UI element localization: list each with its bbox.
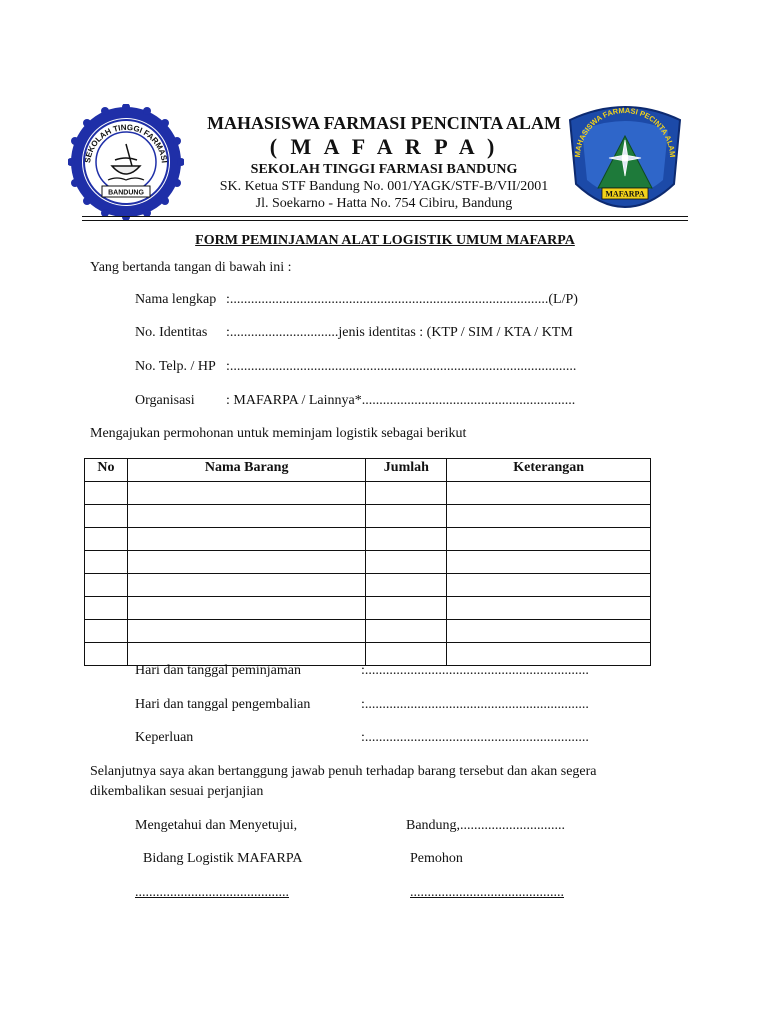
cell-notes[interactable] xyxy=(447,505,651,528)
table-row xyxy=(85,551,651,574)
field-label-org: Organisasi xyxy=(135,393,195,408)
org-address: Jl. Soekarno - Hatta No. 754 Cibiru, Bandung xyxy=(255,196,513,211)
table-row xyxy=(85,574,651,597)
cell-quantity[interactable] xyxy=(366,528,447,551)
cell-notes[interactable] xyxy=(447,528,651,551)
cell-quantity[interactable] xyxy=(366,574,447,597)
request-text: Mengajukan permohonan untuk meminjam logistik sebagai berikut xyxy=(90,426,467,441)
col-header-item-name: Nama Barang xyxy=(127,459,365,482)
field-label-id: No. Identitas xyxy=(135,325,208,340)
signature-line-logistics[interactable]: ............................................ xyxy=(135,885,289,900)
header-rule-thin xyxy=(82,220,688,221)
table-row xyxy=(85,505,651,528)
table-row xyxy=(85,482,651,505)
cell-quantity[interactable] xyxy=(366,551,447,574)
table-row xyxy=(85,620,651,643)
field-value-org[interactable]: : MAFARPA / Lainnya*............................................................. xyxy=(226,393,576,408)
logo-right-bottom: MAFARPA xyxy=(605,189,645,199)
school-name: SEKOLAH TINGGI FARMASI BANDUNG xyxy=(250,162,518,177)
statement-line-1: Selanjutnya saya akan bertanggung jawab penuh terhadap barang tersebut dan akan segera xyxy=(90,764,597,779)
cell-notes[interactable] xyxy=(447,551,651,574)
cell-quantity[interactable] xyxy=(366,597,447,620)
loan-label-purpose: Keperluan xyxy=(135,730,194,745)
cell-quantity[interactable] xyxy=(366,620,447,643)
mafarpa-logo xyxy=(564,100,686,218)
cell-no[interactable] xyxy=(85,643,128,666)
field-value-id[interactable]: :...............................jenis identitas : (KTP / SIM / KTA / KTM xyxy=(226,325,573,340)
cell-no[interactable] xyxy=(85,574,128,597)
col-header-no: No xyxy=(85,459,128,482)
loan-value-purpose[interactable]: :................................................................ xyxy=(361,730,589,745)
cell-item-name[interactable] xyxy=(127,620,365,643)
sign-role-logistics: Bidang Logistik MAFARPA xyxy=(143,851,303,866)
sign-approval-label: Mengetahui dan Menyetujui, xyxy=(135,818,298,833)
table-header-row xyxy=(85,459,651,482)
field-value-phone[interactable]: :................................................................................................... xyxy=(226,359,577,374)
field-value-name[interactable]: :...........................................................................................(L/P) xyxy=(226,292,578,307)
loan-label-return-date: Hari dan tanggal pengembalian xyxy=(135,697,311,712)
table-row xyxy=(85,597,651,620)
table-row xyxy=(85,528,651,551)
table-body xyxy=(85,482,651,666)
cell-notes[interactable] xyxy=(447,482,651,505)
cell-notes[interactable] xyxy=(447,574,651,597)
loan-label-borrow-date: Hari dan tanggal peminjaman xyxy=(135,663,301,678)
cell-notes[interactable] xyxy=(447,597,651,620)
cell-no[interactable] xyxy=(85,482,128,505)
statement-line-2: dikembalikan sesuai perjanjian xyxy=(90,784,264,799)
sign-place-date[interactable]: Bandung,.............................. xyxy=(406,818,566,833)
loan-value-return-date[interactable]: :................................................................ xyxy=(361,697,589,712)
org-name: MAHASISWA FARMASI PENCINTA ALAM xyxy=(207,113,561,133)
cell-item-name[interactable] xyxy=(127,482,365,505)
loan-value-borrow-date[interactable]: :................................................................ xyxy=(361,663,589,678)
cell-item-name[interactable] xyxy=(127,551,365,574)
stf-bandung-logo xyxy=(68,104,184,220)
cell-item-name[interactable] xyxy=(127,574,365,597)
form-intro: Yang bertanda tangan di bawah ini : xyxy=(90,260,292,275)
logo-right-text: MAHASISWA FARMASI PECINTA ALAM xyxy=(572,105,678,158)
cell-no[interactable] xyxy=(85,620,128,643)
sign-role-applicant: Pemohon xyxy=(410,851,463,866)
field-label-phone: No. Telp. / HP xyxy=(135,359,216,374)
field-label-name: Nama lengkap xyxy=(135,292,217,307)
cell-notes[interactable] xyxy=(447,620,651,643)
col-header-quantity: Jumlah xyxy=(366,459,447,482)
signature-line-applicant[interactable]: ............................................ xyxy=(410,885,564,900)
logo-left-text: SEKOLAH TINGGI FARMASI xyxy=(83,122,169,164)
org-abbr: ( M A F A R P A ) xyxy=(269,134,499,159)
cell-no[interactable] xyxy=(85,597,128,620)
logo-left-bottom: BANDUNG xyxy=(108,189,144,197)
cell-no[interactable] xyxy=(85,528,128,551)
loan-items-table xyxy=(84,458,651,666)
cell-item-name[interactable] xyxy=(127,505,365,528)
decree-number: SK. Ketua STF Bandung No. 001/YAGK/STF-B/VII/2001 xyxy=(219,179,549,194)
cell-item-name[interactable] xyxy=(127,528,365,551)
cell-no[interactable] xyxy=(85,551,128,574)
cell-no[interactable] xyxy=(85,505,128,528)
cell-quantity[interactable] xyxy=(366,482,447,505)
header-rule-thick xyxy=(82,216,688,217)
form-title: FORM PEMINJAMAN ALAT LOGISTIK UMUM MAFARPA xyxy=(195,233,575,248)
col-header-notes: Keterangan xyxy=(447,459,651,482)
cell-quantity[interactable] xyxy=(366,505,447,528)
cell-item-name[interactable] xyxy=(127,597,365,620)
